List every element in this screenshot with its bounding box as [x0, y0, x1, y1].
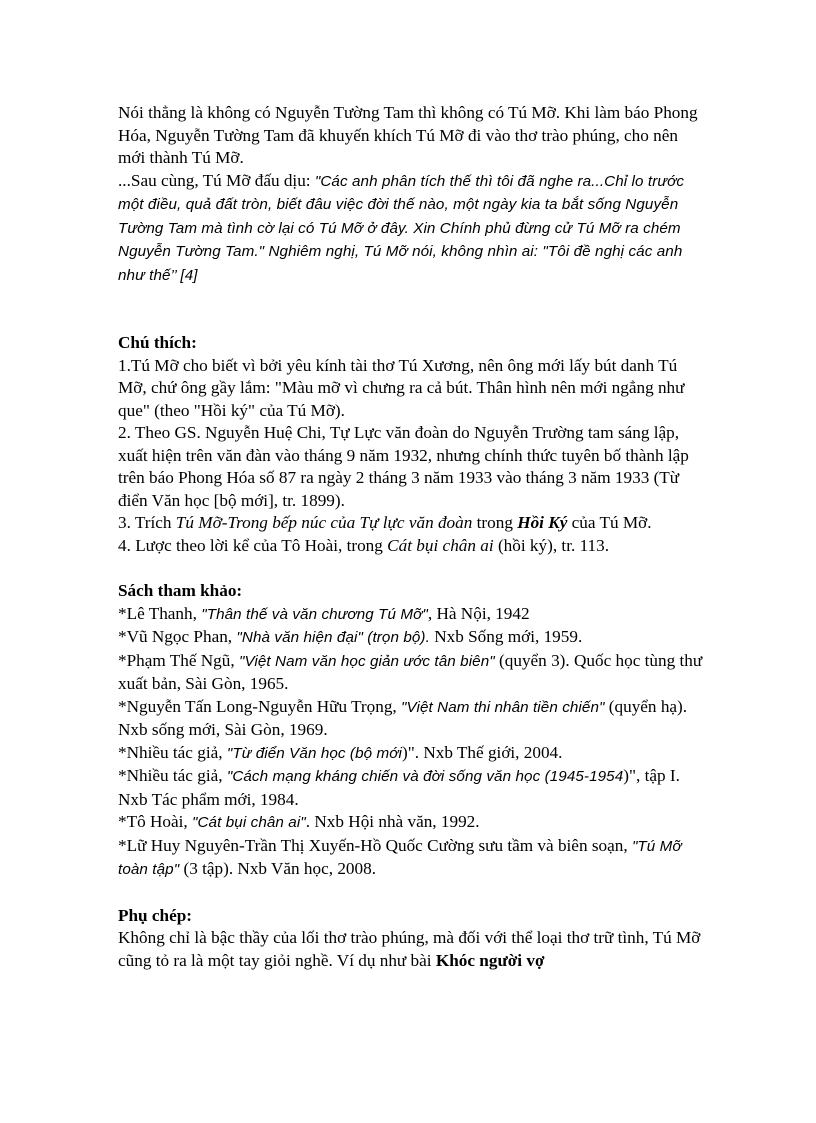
note-3-book: Hồi Ký — [517, 513, 568, 532]
note-4-title: Cát bụi chân ai — [387, 535, 494, 555]
ref-author: *Nguyễn Tấn Long-Nguyễn Hữu Trọng, — [118, 696, 402, 716]
spacer — [118, 557, 708, 580]
ref-item — [118, 696, 708, 742]
note-2: 2. Theo GS. Nguyễn Huệ Chi, Tự Lực văn đoàn do Nguyễn Trường tam sáng lập, xuất hiện trên văn đàn vào tháng 9 năm 1932, nhưng chính thức tuyên bố thành lập trên báo Phong Hóa số 87 ra ngày 2 tháng 3 năm 1933 vào tháng 3 năm 1933 (Từ điển Văn học [bộ mới], tr. 1899). — [118, 423, 689, 510]
ref-item — [118, 835, 708, 882]
ref-title: "Nhà văn hiện đại" (trọn bộ). — [236, 629, 430, 646]
spacer — [118, 287, 708, 332]
ref-title: "Từ điển Văn học (bộ mới — [226, 744, 403, 762]
ref-author: *Lê Thanh, — [118, 603, 202, 623]
ref-publisher: )". Nxb Thế giới, 2004. — [402, 742, 563, 762]
ref-author: *Phạm Thế Ngũ, — [118, 650, 239, 670]
ref-author: *Lữ Huy Nguyên-Trần Thị Xuyến-Hồ Quốc Cường sưu tầm và biên soạn, — [118, 835, 632, 855]
note-1: 1.Tú Mỡ cho biết vì bởi yêu kính tài thơ Tú Xương, nên ông mới lấy bút danh Tú Mỡ, chứ ông gầy lắm: "Màu mỡ vì chưng ra cả bút. Thân hình nên mới ngẳng như que" (theo "Hồi ký" của Tú Mỡ). — [118, 355, 685, 420]
ref-item — [118, 603, 708, 627]
intro-text: Nói thẳng là không có Nguyễn Tường Tam thì không có Tú Mỡ. Khi làm báo Phong Hóa, Nguyễn Tường Tam đã khuyến khích Tú Mỡ đi vào thơ trào phúng, cho nên mới thành Tú Mỡ. — [118, 103, 698, 167]
note-3-prefix: 3. Trích — [118, 513, 176, 532]
note-4 — [118, 535, 708, 558]
ref-item — [118, 742, 708, 766]
ref-title: "Cách mạng kháng chiến và đời sống văn học (1945-1954 — [226, 768, 624, 785]
ref-author: *Nhiều tác giả, — [118, 742, 227, 762]
ref-publisher: . Nxb Hội nhà văn, 1992. — [305, 812, 480, 831]
ref-publisher: , Hà Nội, 1942 — [427, 603, 530, 623]
note-3-title: Tú Mỡ-Trong bếp núc của Tự lực văn đoàn — [175, 513, 473, 532]
ref-author: *Vũ Ngọc Phan, — [118, 627, 237, 646]
quote-paragraph — [118, 170, 708, 288]
quote-text: "Các anh phân tích thế thì tôi đã nghe ra...Chỉ lo trước một điều, quả đất tròn, biết đâu việc đời thế nào, một ngày kia ta bắt sống Nguyễn Tường Tam mà tình cờ lại có Tú Mỡ ở đây. Xin Chính phủ đừng cử Tú Mỡ ra chém Nguyễn Tường Tam." Nghiêm nghị, Tú Mỡ nói, không nhìn ai: "Tôi đề nghị các anh như thế’’ [4] — [118, 172, 685, 284]
appendix-paragraph — [118, 927, 708, 972]
note-4-suffix: (hồi ký), tr. 113. — [493, 535, 610, 555]
document-page — [118, 102, 708, 972]
note-4-prefix: 4. Lược theo lời kể của Tô Hoài, trong — [118, 535, 388, 555]
note-3-suffix: của Tú Mỡ. — [567, 513, 652, 532]
ref-publisher: )", tập I. Nxb Tác phẩm mới, 1984. — [118, 766, 680, 809]
ref-title: "Việt Nam thi nhân tiền chiến" — [401, 698, 605, 716]
refs-heading: Sách tham khảo: — [118, 581, 243, 600]
ref-title: "Thân thế và văn chương Tú Mỡ" — [201, 605, 428, 623]
ref-author: *Tô Hoài, — [118, 812, 192, 831]
appendix-heading: Phụ chép: — [118, 905, 193, 925]
note-3-mid: trong — [472, 513, 518, 532]
ref-publisher: (3 tập). Nxb Văn học, 2008. — [179, 859, 377, 878]
note-3 — [118, 512, 708, 535]
ref-item — [118, 650, 708, 696]
ref-title: "Tú Mỡ toàn tập" — [118, 837, 682, 878]
ref-item — [118, 626, 708, 650]
ref-publisher: Nxb Sống mới, 1959. — [429, 627, 583, 646]
ref-author: *Nhiều tác giả, — [118, 766, 227, 785]
ref-item — [118, 811, 708, 835]
spacer — [118, 882, 708, 905]
ref-publisher: (quyển hạ). Nxb sống mới, Sài Gòn, 1969. — [118, 696, 688, 739]
ref-title: "Việt Nam văn học giản ước tân biên" — [238, 652, 495, 670]
ref-title: "Cát bụi chân ai" — [192, 814, 306, 831]
ref-item — [118, 765, 708, 811]
intro-paragraph — [118, 102, 708, 170]
appendix-text: Không chỉ là bậc thầy của lối thơ trào phúng, mà đối với thể loại thơ trữ tình, Tú Mỡ cũng tỏ ra là một tay giỏi nghề. Ví dụ như bài — [118, 928, 701, 970]
appendix-poem-title: Khóc người vợ — [435, 950, 545, 970]
quote-prefix: ...Sau cùng, Tú Mỡ đấu dịu: — [118, 170, 315, 190]
ref-publisher: (quyển 3). Quốc học tùng thư xuất bản, Sài Gòn, 1965. — [118, 650, 703, 693]
notes-heading: Chú thích: — [118, 333, 197, 352]
